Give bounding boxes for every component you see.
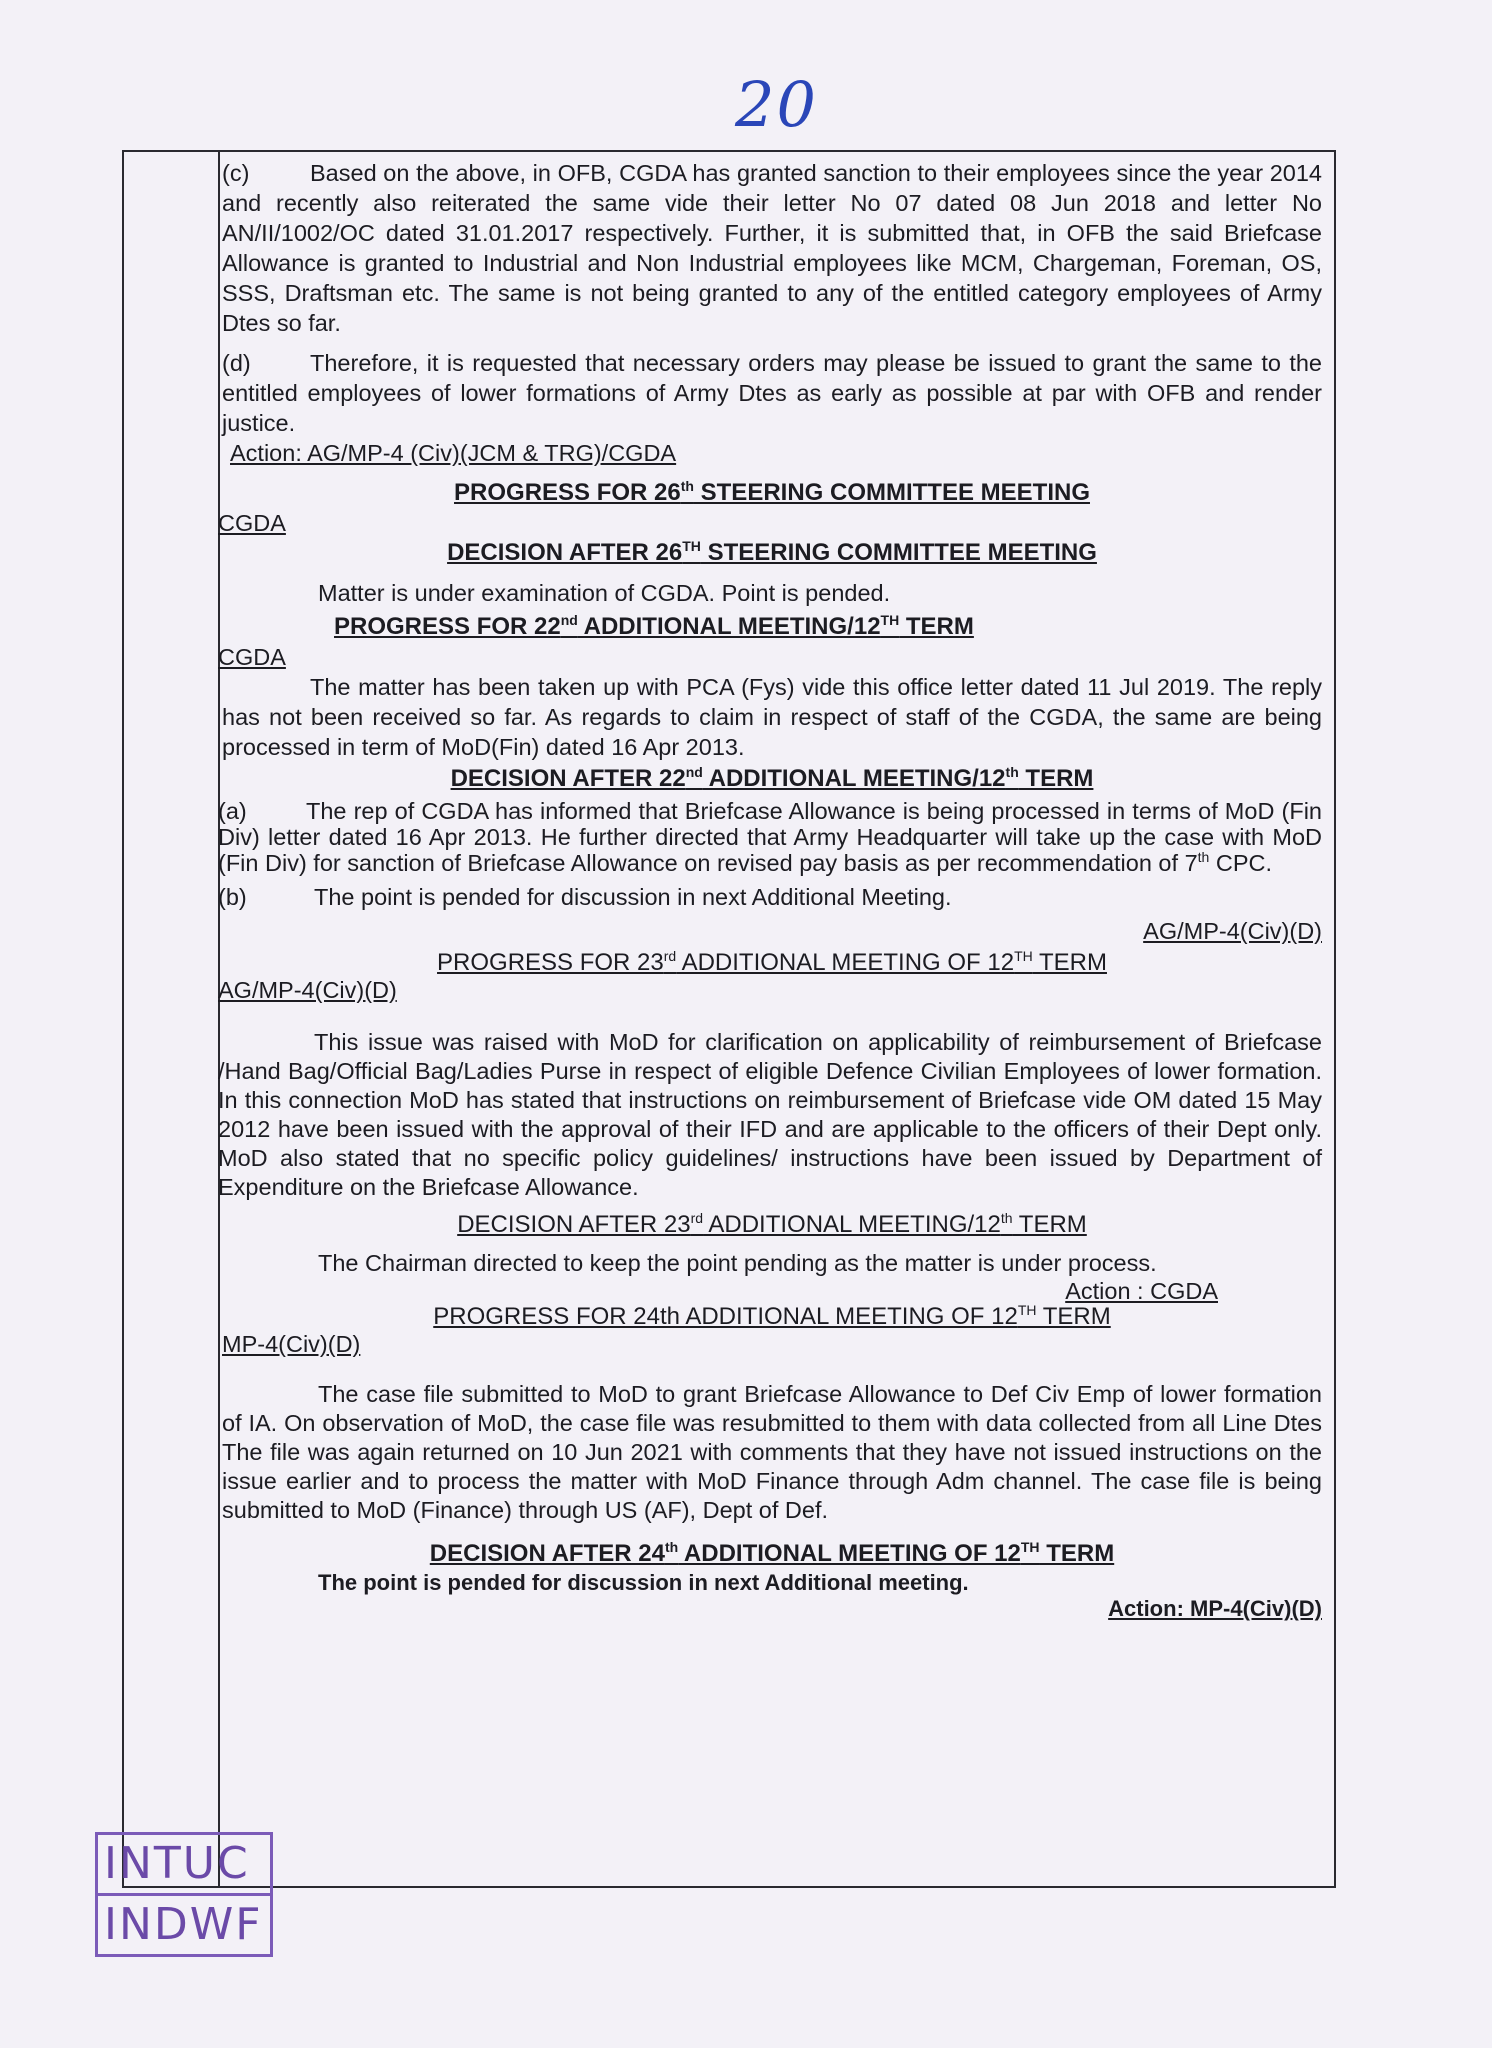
- heading-sup: TH: [880, 612, 900, 628]
- heading-sup: rd: [690, 1210, 704, 1226]
- heading-text: ADDITIONAL MEETING/12: [577, 613, 881, 640]
- margin-column-line: [218, 152, 220, 1886]
- heading-sup: th: [1000, 1210, 1013, 1226]
- heading-text: PROGRESS FOR 22: [334, 613, 561, 640]
- heading-text: ADDITIONAL MEETING OF 12: [678, 1540, 1021, 1567]
- ag-mp4-right: AG/MP-4(Civ)(D): [1143, 918, 1322, 944]
- para-c: [222, 158, 1322, 338]
- heading-sup: TH: [1017, 1302, 1037, 1318]
- union-stamp: [95, 1832, 273, 1957]
- para-a-text: The rep of CGDA has informed that Briefcase Allowance is being processed in terms of MoD (Fin Div) letter dated 16 Apr 2013. He further directed that Army Headquarter will take up the case with MoD (Fin Div) for sanction of Briefcase Allowance on revised pay basis as per recommendation of 7: [218, 798, 1322, 876]
- para-b-text: The point is pended for discussion in next Additional Meeting.: [314, 884, 952, 910]
- decision-24-text: The point is pended for discussion in next Additional meeting.: [318, 1570, 969, 1595]
- heading-progress-24: [222, 1304, 1322, 1330]
- heading-text: TERM: [899, 613, 974, 640]
- para-c-text: Based on the above, in OFB, CGDA has granted sanction to their employees since the year 2014 and recently also reiterated the same vide their letter No 07 dated 08 Jun 2018 and letter No AN/II/1002/OC dated 31.01.2017 respectively. Further, it is submitted that, in OFB the said Briefcase Allowance is granted to Industrial and Non Industrial employees like MCM, Chargeman, Foreman, OS, SSS, Draftsman etc. The same is not being granted to any of the entitled category employees of Army Dtes so far.: [222, 160, 1322, 336]
- heading-decision-22: [222, 764, 1322, 794]
- para-c-label: (c): [222, 160, 250, 186]
- mp4-left: MP-4(Civ)(D): [222, 1331, 361, 1357]
- heading-text: ADDITIONAL MEETING/12: [703, 1211, 1001, 1238]
- para-d-label: (d): [222, 350, 251, 376]
- ag-mp4-left: AG/MP-4(Civ)(D): [218, 977, 397, 1003]
- page-number: 20: [735, 68, 818, 141]
- para-d: [222, 348, 1322, 438]
- heading-text: TERM: [1018, 765, 1094, 792]
- heading-sup: nd: [560, 612, 578, 628]
- para-b: [218, 882, 1322, 912]
- heading-decision-24: [222, 1539, 1322, 1569]
- heading-text: DECISION AFTER 26: [447, 539, 683, 566]
- heading-text: TERM: [1039, 1540, 1115, 1567]
- cgda-label-1: CGDA: [218, 510, 286, 536]
- heading-text: DECISION AFTER 24: [429, 1540, 665, 1567]
- heading-sup: TH: [1020, 1539, 1040, 1555]
- action-line-1: Action: AG/MP-4 (Civ)(JCM & TRG)/CGDA: [230, 440, 677, 466]
- heading-progress-23: [222, 948, 1322, 978]
- heading-text: ADDITIONAL MEETING/12: [702, 765, 1006, 792]
- heading-progress-22: [222, 612, 1322, 642]
- heading-sup: th: [680, 478, 694, 494]
- heading-text: PROGRESS FOR 26: [454, 479, 681, 506]
- heading-sup: rd: [663, 948, 677, 964]
- para-a-label: (a): [218, 798, 247, 824]
- progress-24-text: The case file submitted to MoD to grant Briefcase Allowance to Def Civ Emp of lower formation of IA. On observation of MoD, the case file was resubmitted to them with data collected from all Line Dtes The file was again returned on 10 Jun 2021 with comments that they have not issued instructions on the issue earlier and to process the matter with MoD Finance through Adm channel. The case file is being submitted to MoD (Finance) through US (AF), Dept of Def.: [222, 1381, 1322, 1523]
- decision-23-text: The Chairman directed to keep the point pending as the matter is under process.: [318, 1250, 1157, 1276]
- heading-text: PROGRESS FOR 24th ADDITIONAL MEETING OF 12: [433, 1303, 1018, 1330]
- heading-sup: th: [664, 1539, 679, 1555]
- heading-decision-26: [222, 538, 1322, 568]
- para-a-sup: th: [1197, 849, 1210, 866]
- decision-26-text: Matter is under examination of CGDA. Point is pended.: [318, 580, 891, 606]
- heading-text: STEERING COMMITTEE MEETING: [700, 539, 1097, 566]
- heading-text: STEERING COMMITTEE MEETING: [693, 479, 1090, 506]
- heading-sup: nd: [685, 764, 703, 780]
- para-d-text: Therefore, it is requested that necessary orders may please be issued to grant the same to the entitled employees of lower formations of Army Dtes as early as possible at par with OFB and render justice.: [222, 350, 1322, 436]
- cgda-label-2: CGDA: [218, 644, 286, 670]
- heading-text: DECISION AFTER 22: [450, 765, 686, 792]
- progress-23-text: This issue was raised with MoD for clarification on applicability of reimbursement of Briefcase /Hand Bag/Official Bag/Ladies Purse in respect of eligible Defence Civilian Employees of lower formation. In this connection MoD has stated that instructions on reimbursement of Briefcase vide OM dated 15 May 2012 have been issued with the approval of their IFD and are applicable to the officers of their Dept only. MoD also stated that no specific policy guidelines/ instructions have been issued by Department of Expenditure on the Briefcase Allowance.: [218, 1029, 1322, 1200]
- heading-text: TERM: [1012, 1211, 1087, 1238]
- stamp-line-2: INDWF: [95, 1896, 273, 1957]
- document-body: [218, 158, 1322, 1621]
- heading-text: DECISION AFTER 23: [457, 1211, 691, 1238]
- action-cgda: Action : CGDA: [1065, 1278, 1218, 1304]
- para-a-text-end: CPC.: [1209, 850, 1273, 876]
- heading-progress-26: [222, 478, 1322, 508]
- heading-text: ADDITIONAL MEETING OF 12: [676, 949, 1015, 976]
- heading-sup: TH: [682, 538, 701, 554]
- para-a: [218, 798, 1322, 876]
- progress-22-text: The matter has been taken up with PCA (Fys) vide this office letter dated 11 Jul 2019. The reply has not been received so far. As regards to claim in respect of staff of the CGDA, the same are being processed in term of MoD(Fin) dated 16 Apr 2013.: [222, 674, 1322, 760]
- heading-sup: th: [1005, 764, 1019, 780]
- heading-sup: TH: [1014, 948, 1033, 964]
- heading-text: PROGRESS FOR 23: [437, 949, 664, 976]
- heading-text: TERM: [1036, 1303, 1111, 1330]
- stamp-line-1: INTUC: [95, 1832, 273, 1896]
- heading-decision-23: [222, 1210, 1322, 1240]
- heading-text: TERM: [1032, 949, 1107, 976]
- action-final: Action: MP-4(Civ)(D): [1108, 1596, 1322, 1621]
- para-b-label: (b): [218, 884, 247, 910]
